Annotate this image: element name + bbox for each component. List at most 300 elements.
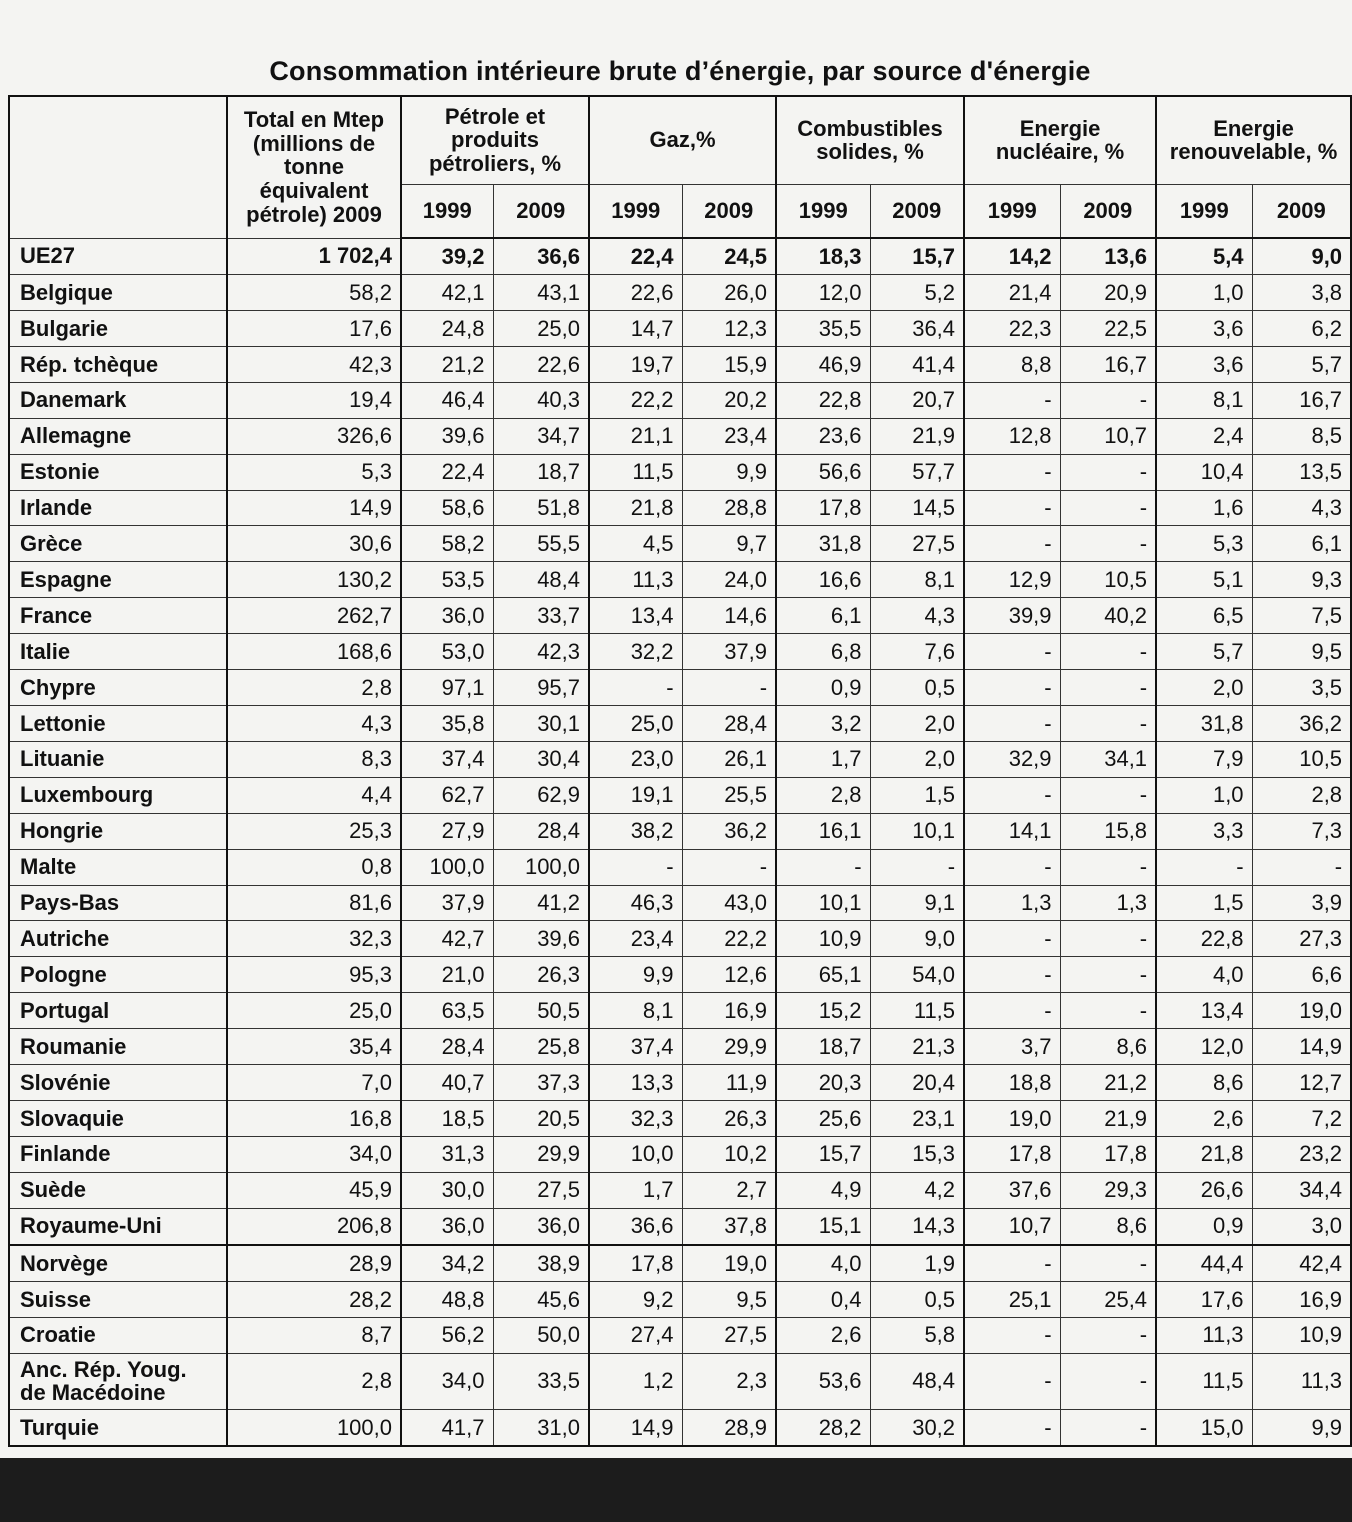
row-value-cell: 4,3 <box>870 598 964 634</box>
row-value-cell: 3,6 <box>1156 311 1252 347</box>
row-value-cell: 5,3 <box>1156 526 1252 562</box>
row-value-cell: - <box>1060 670 1156 706</box>
row-value-cell: 39,9 <box>964 598 1060 634</box>
row-value-cell: 8,6 <box>1060 1208 1156 1245</box>
row-value-cell: - <box>1060 1353 1156 1409</box>
row-value-cell: 10,4 <box>1156 454 1252 490</box>
table-row <box>9 777 1351 813</box>
table-row <box>9 957 1351 993</box>
table-row <box>9 238 1351 275</box>
row-country-name: Rép. tchèque <box>9 346 227 382</box>
row-value-cell: 25,4 <box>1060 1281 1156 1317</box>
row-value-cell: 21,4 <box>964 275 1060 311</box>
row-value-cell: 16,7 <box>1252 382 1351 418</box>
row-value-cell: 9,5 <box>682 1281 776 1317</box>
row-value-cell: 37,9 <box>401 885 493 921</box>
table-row <box>9 490 1351 526</box>
row-value-cell: - <box>964 526 1060 562</box>
row-value-cell: 8,7 <box>227 1317 401 1353</box>
row-value-cell: 38,2 <box>589 813 682 849</box>
row-value-cell: 1,0 <box>1156 275 1252 311</box>
row-value-cell: 9,1 <box>870 885 964 921</box>
row-value-cell: 1,2 <box>589 1353 682 1409</box>
header-year: 1999 <box>776 184 870 238</box>
row-value-cell: 50,5 <box>493 993 589 1029</box>
row-value-cell: 22,2 <box>682 921 776 957</box>
row-value-cell: 4,5 <box>589 526 682 562</box>
header-year: 2009 <box>870 184 964 238</box>
header-year: 2009 <box>682 184 776 238</box>
row-value-cell: 21,2 <box>1060 1065 1156 1101</box>
row-value-cell: 30,1 <box>493 706 589 742</box>
row-value-cell: 26,3 <box>493 957 589 993</box>
row-value-cell: - <box>964 957 1060 993</box>
row-value-cell: 5,2 <box>870 275 964 311</box>
row-value-cell: 22,4 <box>401 454 493 490</box>
row-value-cell: - <box>964 706 1060 742</box>
row-value-cell: 3,6 <box>1156 346 1252 382</box>
row-value-cell: 31,0 <box>493 1409 589 1446</box>
row-value-cell: 7,0 <box>227 1065 401 1101</box>
row-value-cell: 39,6 <box>401 418 493 454</box>
row-value-cell: 10,1 <box>870 813 964 849</box>
row-value-cell: 28,2 <box>227 1281 401 1317</box>
row-value-cell: 100,0 <box>493 849 589 885</box>
row-value-cell: 14,5 <box>870 490 964 526</box>
row-value-cell: 62,7 <box>401 777 493 813</box>
row-value-cell: 10,2 <box>682 1136 776 1172</box>
row-value-cell: 17,8 <box>1060 1136 1156 1172</box>
row-value-cell: 26,1 <box>682 741 776 777</box>
row-value-cell: 36,2 <box>682 813 776 849</box>
row-value-cell: 5,7 <box>1252 346 1351 382</box>
row-value-cell: 36,2 <box>1252 706 1351 742</box>
table-row <box>9 562 1351 598</box>
row-value-cell: 9,7 <box>682 526 776 562</box>
row-value-cell: 9,9 <box>682 454 776 490</box>
row-value-cell: 11,5 <box>870 993 964 1029</box>
row-value-cell: 38,9 <box>493 1245 589 1282</box>
table-row <box>9 346 1351 382</box>
row-value-cell: 31,8 <box>1156 706 1252 742</box>
row-country-name: Slovénie <box>9 1065 227 1101</box>
row-value-cell: 13,5 <box>1252 454 1351 490</box>
row-value-cell: 19,4 <box>227 382 401 418</box>
row-value-cell: 30,2 <box>870 1409 964 1446</box>
row-value-cell: - <box>964 634 1060 670</box>
row-value-cell: 2,0 <box>1156 670 1252 706</box>
row-value-cell: 27,3 <box>1252 921 1351 957</box>
row-value-cell: 25,0 <box>589 706 682 742</box>
header-year: 2009 <box>1252 184 1351 238</box>
row-value-cell: 11,9 <box>682 1065 776 1101</box>
energy-consumption-table <box>8 95 1352 1447</box>
row-value-cell: 8,6 <box>1060 1029 1156 1065</box>
row-value-cell: 57,7 <box>870 454 964 490</box>
row-value-cell: 10,5 <box>1060 562 1156 598</box>
row-value-cell: 7,2 <box>1252 1100 1351 1136</box>
row-value-cell: 11,3 <box>589 562 682 598</box>
row-value-cell: 48,4 <box>870 1353 964 1409</box>
row-value-cell: 37,3 <box>493 1065 589 1101</box>
row-value-cell: 41,4 <box>870 346 964 382</box>
row-value-cell: 56,2 <box>401 1317 493 1353</box>
row-value-cell: 9,0 <box>870 921 964 957</box>
row-value-cell: 4,3 <box>227 706 401 742</box>
row-value-cell: 34,1 <box>1060 741 1156 777</box>
row-value-cell: 22,3 <box>964 311 1060 347</box>
row-value-cell: 13,4 <box>589 598 682 634</box>
row-value-cell: 24,0 <box>682 562 776 598</box>
row-value-cell: 30,6 <box>227 526 401 562</box>
table-row <box>9 1281 1351 1317</box>
row-value-cell: 16,6 <box>776 562 870 598</box>
table-row <box>9 454 1351 490</box>
row-value-cell: 6,6 <box>1252 957 1351 993</box>
header-group-petrole: Pétrole et produits pétroliers, % <box>401 96 589 184</box>
row-value-cell: 100,0 <box>401 849 493 885</box>
row-value-cell: 54,0 <box>870 957 964 993</box>
row-value-cell: 1,0 <box>1156 777 1252 813</box>
row-value-cell: 33,7 <box>493 598 589 634</box>
row-value-cell: 35,8 <box>401 706 493 742</box>
row-value-cell: 42,7 <box>401 921 493 957</box>
row-value-cell: 2,6 <box>776 1317 870 1353</box>
row-value-cell: 30,4 <box>493 741 589 777</box>
row-value-cell: 3,9 <box>1252 885 1351 921</box>
row-value-cell: 8,1 <box>870 562 964 598</box>
table-row <box>9 1065 1351 1101</box>
row-value-cell: 14,2 <box>964 238 1060 275</box>
row-value-cell: - <box>964 777 1060 813</box>
row-value-cell: 27,5 <box>493 1172 589 1208</box>
row-value-cell: 56,6 <box>776 454 870 490</box>
row-country-name: France <box>9 598 227 634</box>
row-value-cell: 4,3 <box>1252 490 1351 526</box>
row-value-cell: 18,5 <box>401 1100 493 1136</box>
row-value-cell: 21,2 <box>401 346 493 382</box>
row-value-cell: - <box>1060 382 1156 418</box>
row-value-cell: 28,4 <box>493 813 589 849</box>
row-value-cell: 36,4 <box>870 311 964 347</box>
row-value-cell: 32,2 <box>589 634 682 670</box>
row-value-cell: 4,2 <box>870 1172 964 1208</box>
row-value-cell: 28,8 <box>682 490 776 526</box>
row-value-cell: 21,9 <box>1060 1100 1156 1136</box>
table-row <box>9 1208 1351 1245</box>
row-value-cell: 6,8 <box>776 634 870 670</box>
row-value-cell: 6,5 <box>1156 598 1252 634</box>
row-country-name: Lituanie <box>9 741 227 777</box>
row-value-cell: 23,0 <box>589 741 682 777</box>
row-value-cell: 34,4 <box>1252 1172 1351 1208</box>
row-value-cell: 95,7 <box>493 670 589 706</box>
row-value-cell: - <box>1060 957 1156 993</box>
row-value-cell: 25,6 <box>776 1100 870 1136</box>
row-value-cell: - <box>1060 526 1156 562</box>
row-value-cell: 1 702,4 <box>227 238 401 275</box>
row-value-cell: 34,7 <box>493 418 589 454</box>
row-value-cell: 37,4 <box>401 741 493 777</box>
row-value-cell: 7,9 <box>1156 741 1252 777</box>
row-country-name: Suisse <box>9 1281 227 1317</box>
row-value-cell: 13,4 <box>1156 993 1252 1029</box>
row-value-cell: 27,9 <box>401 813 493 849</box>
row-value-cell: 17,6 <box>1156 1281 1252 1317</box>
row-value-cell: 17,8 <box>776 490 870 526</box>
row-value-cell: 19,7 <box>589 346 682 382</box>
row-value-cell: - <box>1060 706 1156 742</box>
row-country-name: Anc. Rép. Youg. de Macédoine <box>9 1353 227 1409</box>
row-value-cell: 32,3 <box>227 921 401 957</box>
row-value-cell: - <box>682 849 776 885</box>
row-value-cell: 14,9 <box>1252 1029 1351 1065</box>
row-value-cell: 9,0 <box>1252 238 1351 275</box>
row-value-cell: 12,0 <box>776 275 870 311</box>
row-value-cell: 31,8 <box>776 526 870 562</box>
row-value-cell: - <box>964 490 1060 526</box>
row-value-cell: 29,3 <box>1060 1172 1156 1208</box>
row-value-cell: 2,8 <box>776 777 870 813</box>
row-value-cell: - <box>1060 993 1156 1029</box>
row-value-cell: 9,9 <box>1252 1409 1351 1446</box>
table-body <box>9 238 1351 1446</box>
table-row <box>9 993 1351 1029</box>
row-value-cell: 43,1 <box>493 275 589 311</box>
row-value-cell: 21,9 <box>870 418 964 454</box>
row-value-cell: 20,4 <box>870 1065 964 1101</box>
page-title: Consommation intérieure brute d’énergie, par source d'énergie <box>269 56 1091 86</box>
row-value-cell: 48,4 <box>493 562 589 598</box>
row-value-cell: 22,6 <box>493 346 589 382</box>
row-value-cell: 18,3 <box>776 238 870 275</box>
row-value-cell: 262,7 <box>227 598 401 634</box>
row-value-cell: 36,0 <box>401 598 493 634</box>
row-value-cell: 30,0 <box>401 1172 493 1208</box>
row-value-cell: 12,3 <box>682 311 776 347</box>
row-value-cell: 2,4 <box>1156 418 1252 454</box>
row-country-name: Belgique <box>9 275 227 311</box>
row-value-cell: - <box>964 670 1060 706</box>
row-value-cell: 48,8 <box>401 1281 493 1317</box>
row-country-name: Estonie <box>9 454 227 490</box>
row-value-cell: 51,8 <box>493 490 589 526</box>
row-value-cell: 11,3 <box>1156 1317 1252 1353</box>
row-value-cell: 6,2 <box>1252 311 1351 347</box>
row-value-cell: 5,3 <box>227 454 401 490</box>
row-value-cell: 18,7 <box>493 454 589 490</box>
row-value-cell: 35,5 <box>776 311 870 347</box>
row-value-cell: 8,5 <box>1252 418 1351 454</box>
row-value-cell: 7,6 <box>870 634 964 670</box>
row-value-cell: 36,6 <box>493 238 589 275</box>
row-value-cell: 23,6 <box>776 418 870 454</box>
header-year: 1999 <box>964 184 1060 238</box>
row-value-cell: 28,9 <box>227 1245 401 1282</box>
row-value-cell: - <box>589 849 682 885</box>
row-value-cell: 21,3 <box>870 1029 964 1065</box>
row-value-cell: 9,5 <box>1252 634 1351 670</box>
row-value-cell: 12,7 <box>1252 1065 1351 1101</box>
row-value-cell: 20,5 <box>493 1100 589 1136</box>
row-country-name: Finlande <box>9 1136 227 1172</box>
row-value-cell: 42,3 <box>493 634 589 670</box>
row-country-name: Malte <box>9 849 227 885</box>
row-value-cell: 36,0 <box>401 1208 493 1245</box>
row-value-cell: 7,5 <box>1252 598 1351 634</box>
row-value-cell: 53,5 <box>401 562 493 598</box>
row-value-cell: 4,9 <box>776 1172 870 1208</box>
table-row <box>9 1353 1351 1409</box>
row-country-name: Italie <box>9 634 227 670</box>
row-country-name: Norvège <box>9 1245 227 1282</box>
row-value-cell: - <box>776 849 870 885</box>
row-value-cell: 326,6 <box>227 418 401 454</box>
row-value-cell: 1,9 <box>870 1245 964 1282</box>
row-value-cell: 63,5 <box>401 993 493 1029</box>
row-country-name: Danemark <box>9 382 227 418</box>
row-country-name: Pays-Bas <box>9 885 227 921</box>
row-value-cell: 25,0 <box>227 993 401 1029</box>
row-value-cell: 3,2 <box>776 706 870 742</box>
table-row <box>9 706 1351 742</box>
row-country-name: Suède <box>9 1172 227 1208</box>
row-value-cell: 34,0 <box>401 1353 493 1409</box>
row-value-cell: 18,7 <box>776 1029 870 1065</box>
row-value-cell: - <box>1060 921 1156 957</box>
row-country-name: Luxembourg <box>9 777 227 813</box>
row-value-cell: 3,7 <box>964 1029 1060 1065</box>
row-value-cell: - <box>589 670 682 706</box>
row-value-cell: - <box>1060 777 1156 813</box>
row-value-cell: 16,1 <box>776 813 870 849</box>
row-value-cell: 11,5 <box>1156 1353 1252 1409</box>
table-row <box>9 670 1351 706</box>
row-value-cell: 29,9 <box>682 1029 776 1065</box>
row-country-name: UE27 <box>9 238 227 275</box>
row-value-cell: 23,1 <box>870 1100 964 1136</box>
row-value-cell: 2,8 <box>227 670 401 706</box>
row-value-cell: - <box>1060 1317 1156 1353</box>
row-country-name: Royaume-Uni <box>9 1208 227 1245</box>
row-value-cell: 24,8 <box>401 311 493 347</box>
row-value-cell: 40,7 <box>401 1065 493 1101</box>
row-value-cell: 28,4 <box>401 1029 493 1065</box>
row-value-cell: 42,4 <box>1252 1245 1351 1282</box>
row-value-cell: 14,1 <box>964 813 1060 849</box>
table-row <box>9 275 1351 311</box>
row-value-cell: 27,5 <box>870 526 964 562</box>
row-value-cell: 10,5 <box>1252 741 1351 777</box>
row-country-name: Grèce <box>9 526 227 562</box>
row-country-name: Turquie <box>9 1409 227 1446</box>
row-value-cell: 1,7 <box>589 1172 682 1208</box>
row-value-cell: 206,8 <box>227 1208 401 1245</box>
row-country-name: Autriche <box>9 921 227 957</box>
row-value-cell: 45,9 <box>227 1172 401 1208</box>
row-value-cell: 4,4 <box>227 777 401 813</box>
row-value-cell: 20,9 <box>1060 275 1156 311</box>
row-value-cell: 10,7 <box>964 1208 1060 1245</box>
row-value-cell: 32,9 <box>964 741 1060 777</box>
table-row <box>9 634 1351 670</box>
row-value-cell: 2,8 <box>1252 777 1351 813</box>
row-value-cell: 20,7 <box>870 382 964 418</box>
row-country-name: Allemagne <box>9 418 227 454</box>
row-value-cell: 2,8 <box>227 1353 401 1409</box>
row-value-cell: - <box>1060 634 1156 670</box>
row-value-cell: - <box>964 849 1060 885</box>
row-value-cell: 15,9 <box>682 346 776 382</box>
row-value-cell: 3,0 <box>1252 1208 1351 1245</box>
row-country-name: Croatie <box>9 1317 227 1353</box>
bottom-dark-band <box>0 1458 1352 1522</box>
row-value-cell: 21,8 <box>589 490 682 526</box>
row-value-cell: 37,4 <box>589 1029 682 1065</box>
table-row <box>9 1136 1351 1172</box>
header-year: 2009 <box>1060 184 1156 238</box>
row-country-name: Espagne <box>9 562 227 598</box>
table-row <box>9 382 1351 418</box>
row-value-cell: - <box>1060 490 1156 526</box>
row-value-cell: 2,7 <box>682 1172 776 1208</box>
row-value-cell: 1,3 <box>1060 885 1156 921</box>
row-value-cell: 1,3 <box>964 885 1060 921</box>
row-value-cell: 100,0 <box>227 1409 401 1446</box>
row-value-cell: 26,0 <box>682 275 776 311</box>
row-value-cell: 34,0 <box>227 1136 401 1172</box>
row-value-cell: 58,2 <box>227 275 401 311</box>
row-value-cell: 28,4 <box>682 706 776 742</box>
corner-header-cell <box>9 96 227 238</box>
row-value-cell: 16,8 <box>227 1100 401 1136</box>
row-value-cell: 36,6 <box>589 1208 682 1245</box>
row-value-cell: 12,0 <box>1156 1029 1252 1065</box>
row-value-cell: 23,4 <box>682 418 776 454</box>
row-value-cell: 53,0 <box>401 634 493 670</box>
row-value-cell: 22,8 <box>776 382 870 418</box>
row-value-cell: 24,5 <box>682 238 776 275</box>
row-value-cell: 53,6 <box>776 1353 870 1409</box>
row-value-cell: 27,4 <box>589 1317 682 1353</box>
row-value-cell: - <box>1060 1409 1156 1446</box>
row-value-cell: - <box>964 1245 1060 1282</box>
row-value-cell: 42,1 <box>401 275 493 311</box>
row-value-cell: 5,7 <box>1156 634 1252 670</box>
row-value-cell: 15,3 <box>870 1136 964 1172</box>
row-value-cell: - <box>1060 1245 1156 1282</box>
row-value-cell: 41,7 <box>401 1409 493 1446</box>
table-row <box>9 1100 1351 1136</box>
row-value-cell: - <box>964 921 1060 957</box>
row-value-cell: 46,3 <box>589 885 682 921</box>
row-value-cell: 42,3 <box>227 346 401 382</box>
row-value-cell: 19,1 <box>589 777 682 813</box>
row-value-cell: 9,2 <box>589 1281 682 1317</box>
row-value-cell: 15,8 <box>1060 813 1156 849</box>
row-value-cell: - <box>964 382 1060 418</box>
row-value-cell: 41,2 <box>493 885 589 921</box>
row-value-cell: 46,4 <box>401 382 493 418</box>
row-value-cell: 40,3 <box>493 382 589 418</box>
row-value-cell: 6,1 <box>776 598 870 634</box>
row-value-cell: 17,6 <box>227 311 401 347</box>
table-row <box>9 311 1351 347</box>
row-value-cell: 8,1 <box>1156 382 1252 418</box>
row-value-cell: 10,0 <box>589 1136 682 1172</box>
row-value-cell: 14,3 <box>870 1208 964 1245</box>
row-value-cell: 1,7 <box>776 741 870 777</box>
